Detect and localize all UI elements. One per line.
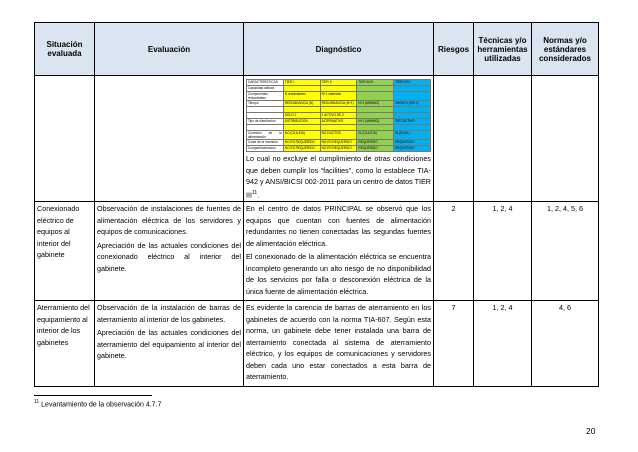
embedded-cell: NO ES REQUERIDO <box>320 146 357 152</box>
embedded-cell: SI (OLA IDA) <box>357 131 394 140</box>
embedded-cell: Tipo de distribución <box>247 119 284 125</box>
header-normas: Normas y/o estándares considerados <box>532 23 599 76</box>
footnote-number: 11 <box>34 399 40 405</box>
embedded-cell: SIST ACTIVO <box>394 119 431 125</box>
table-row-continuation <box>35 76 599 202</box>
footnote-ref: 11 <box>252 189 258 196</box>
footnote-divider <box>34 395 152 396</box>
evaluacion-paragraph: Observación de la instalación de barras de aterramiento al interior de los gabinetes. <box>97 303 241 324</box>
situacion-cell: Aterramiento del equipamiento al interior de los gabinetes <box>35 301 95 387</box>
embedded-cell: REDUNDANCIA (N) <box>283 101 320 107</box>
table-header-row <box>35 23 599 76</box>
diagnostico-cell <box>244 301 434 387</box>
embedded-cell: SOLO 1 <box>283 113 320 119</box>
embedded-cell: SI (DUAL) <box>394 131 431 140</box>
embedded-cell <box>394 92 431 101</box>
embedded-cell: REDUNDANCIA (N+1) <box>320 101 357 107</box>
riesgos-cell: 7 <box>434 301 474 387</box>
footnote <box>34 399 161 408</box>
embedded-row <box>247 146 431 152</box>
diagnostico-paragraph: Es evidente la carencia de barras de aterramiento en los gabinetes de acuerdo con la norma TIA-607. Según esta norma, un gabinete debe tener instalada una barra de aterramiento conectada al sistema de aterramiento eléctrico, y los equipos de comunicaciones y servidores deben cada uno estar conectados a esta barra de aterramiento. <box>246 303 431 382</box>
header-tecnicas: Técnicas y/o herramientas utilizadas <box>474 23 532 76</box>
situacion-cell: Conexionado eléctrico de equipos al interior del gabinete <box>35 202 95 301</box>
embedded-cell: REQUERIDO <box>357 146 394 152</box>
evaluation-table <box>34 22 599 387</box>
embedded-cell: REQUERIDO <box>357 140 394 146</box>
embedded-cell: Compartimentación <box>247 146 284 152</box>
diagnostico-paragraph: En el centro de datos PRINCIPAL se observó que los equipos que cuentan con fuentes de alimentación redundantes no tienen conectadas las segundas fuentes de alimentación eléctrica. <box>246 204 431 248</box>
embedded-cell: TIER I <box>283 80 320 86</box>
embedded-cell <box>357 92 394 101</box>
diagnostico-paragraph: El conexionado de la alimentación eléctrica se encuentra incompleto generando un alto riesgo de no disponibilidad de los servicios por falla o desconexión eléctrica de la única fuente de alimentación eléctrica. <box>246 252 431 296</box>
embedded-cell: N+1 (MINIMO) <box>357 119 394 125</box>
embedded-cell: DISTRIBUCIÓN <box>283 119 320 125</box>
normas-cell: 4, 6 <box>532 301 599 387</box>
header-evaluacion: Evaluación <box>95 23 244 76</box>
embedded-cell: REQUERIDO <box>394 146 431 152</box>
footnote-text: Levantamiento de la observación 4.7.7 <box>41 401 162 409</box>
embedded-cell: N redundantes <box>283 92 320 101</box>
embedded-cell: TIER II <box>320 80 357 86</box>
embedded-cell: REQUERIDO <box>394 140 431 146</box>
embedded-cell: N+1 sistemas <box>320 92 357 101</box>
table-row <box>35 301 599 387</box>
diagnostico-continuation-cell: CARACTERISTICAS TIER I TIER II TIER III/IV TIER IV/IV Capacidad activos Componentes redundantes N redundantes N+1 sistemas Tiempo REDUNDANCIA (N) REDUNDANCIA (N+1) N+1 (MINIMO) 2N/2N+1 (2N+1) SOLO 1 1 ACTIVO DE 2 Tipo de distribución DISTRIBUCIÓN ALTERNATIVO N+1 (MINIMO) SIST ACTIVO Conexión de la alimentación NO (OLA IDA) NO DUCTOS SI (OLA IDA) SI (DUAL) Coste de la inversión NO ES REQUERIDO NO ES REQUERIDO REQUERIDO REQUERIDO Compartimentación NO ES REQUERIDO NO ES REQUERIDO REQUERIDO REQUERIDO Lo cual no excluye el cumplimiento de otras condiciones que deben cumplir los “facilities”, como lo establece TIA-942 y ANSI/BICSI 002-2011 para un centro de datos TIER III$^{11}$. <box>244 76 434 202</box>
embedded-cell: ALTERNATIVO <box>320 119 357 125</box>
table-row <box>35 202 599 301</box>
tecnicas-cell: 1, 2, 4 <box>474 301 532 387</box>
embedded-row <box>247 92 431 101</box>
continuation-text: Lo cual no excluye el cumplimiento de otras condiciones que deben cumplir los “facilities”, como lo establece TIA-942 y ANSI/BICSI 002-2011 para un centro de datos TIER III <box>246 154 431 199</box>
embedded-cell: TIER III/IV <box>357 80 394 86</box>
embedded-cell: NO ES REQUERIDO <box>283 146 320 152</box>
embedded-cell: NO DUCTOS <box>320 131 357 140</box>
embedded-cell: Coste de la inversión <box>247 140 284 146</box>
embedded-cell: N+1 (MINIMO) <box>357 101 394 107</box>
diagnostico-cell <box>244 202 434 301</box>
embedded-cell: Conexión de la alimentación <box>248 131 282 139</box>
evaluacion-cell <box>95 301 244 387</box>
embedded-cell: NO ES REQUERIDO <box>283 140 320 146</box>
embedded-cell: 1 ACTIVO DE 2 <box>320 113 357 119</box>
normas-cell: 1, 2, 4, 5, 6 <box>532 202 599 301</box>
embedded-cell: Capacidad activos <box>247 86 284 92</box>
embedded-cell: Tiempo <box>247 101 284 107</box>
tier-comparison-image <box>246 79 431 152</box>
embedded-cell: NO ES REQUERIDO <box>320 140 357 146</box>
embedded-cell: CARACTERISTICAS <box>247 80 284 86</box>
riesgos-cell: 2 <box>434 202 474 301</box>
embedded-cell: Componentes redundantes <box>247 92 284 101</box>
embedded-cell: 2N/2N+1 (2N+1) <box>394 101 431 107</box>
page-number: 20 <box>586 426 596 436</box>
evaluacion-paragraph: Observación de instalaciones de fuentes de alimentación eléctrica de los servidores y equipos de comunicaciones. <box>97 204 241 237</box>
embedded-cell: NO (OLA IDA) <box>283 131 320 140</box>
evaluacion-paragraph: Apreciación de las actuales condiciones del aterramiento del equipamiento al interior del gabinete. <box>97 328 241 361</box>
evaluacion-cell <box>95 202 244 301</box>
header-situacion: Situación evaluada <box>35 23 95 76</box>
evaluacion-paragraph: Apreciación de las actuales condiciones del conexionado eléctrico al interior del gabinete. <box>97 240 241 273</box>
embedded-row <box>247 131 431 140</box>
embedded-cell: TIER IV/IV <box>394 80 431 86</box>
tecnicas-cell: 1, 2, 4 <box>474 202 532 301</box>
header-riesgos: Riesgos <box>434 23 474 76</box>
header-diagnostico: Diagnóstico <box>244 23 434 76</box>
